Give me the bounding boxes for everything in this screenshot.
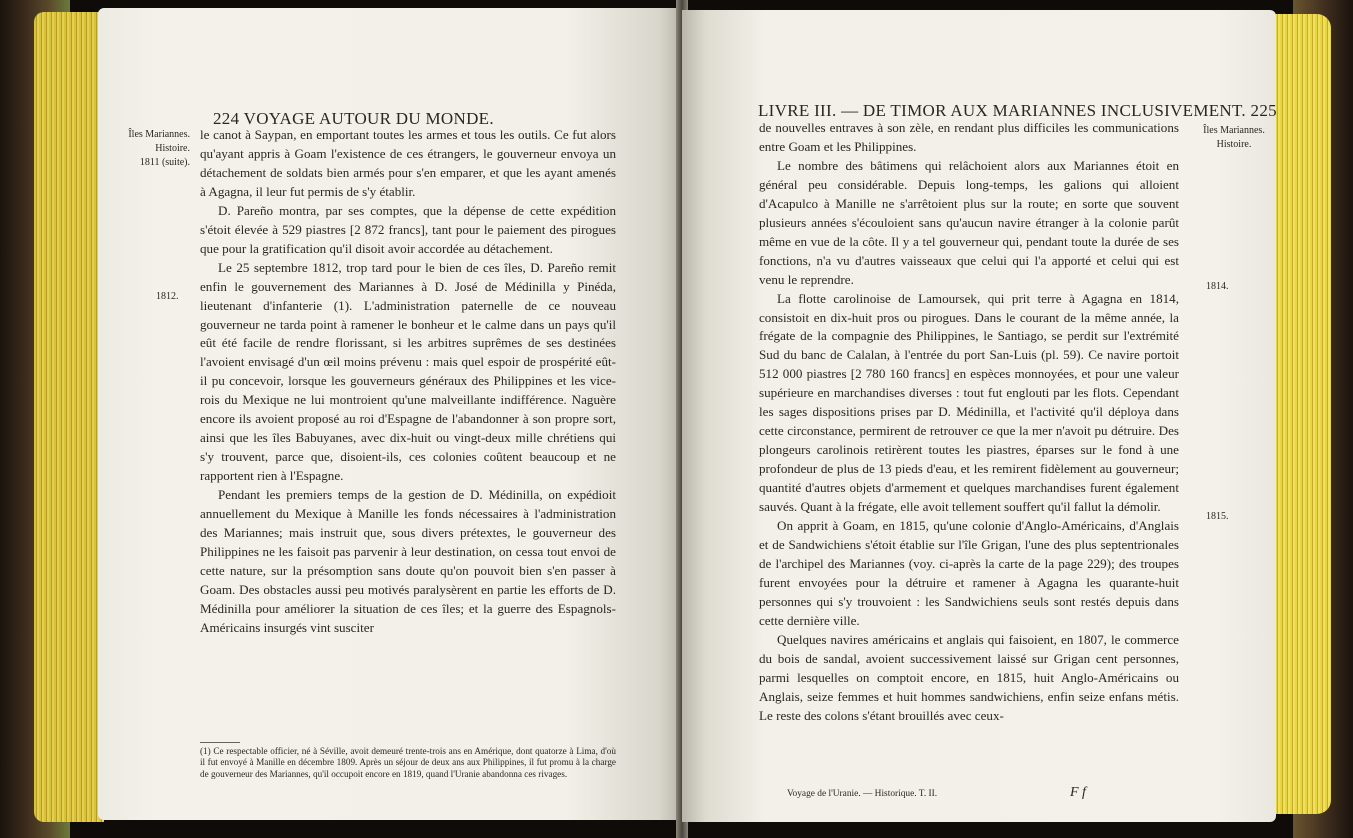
paragraph: Le nombre des bâtimens qui relâchoient alors aux Mariannes étoit en général peu considérable. Depuis long-temps, les galions qui alloient d'Acapulco à Manille ne s'arrêtoient plus sur la route; en sorte que souvent plusieurs années s'écouloient sans qu'aucun navire étranger à la colonie parût même en vue de la côte. Il y a tel gouverneur qui, pendant toute la durée de ses fonctions, n'a vu d'autres vaisseaux que celui qui l'a apporté et celui qui est venu le reprendre. [759,157,1179,287]
paragraph: La flotte carolinoise de Lamoursek, qui prit terre à Agagna en 1814, consistoit en dix-huit pros ou pirogues. Dans le courant de la même année, la frégate de la compagnie des Philippines, le Santiago, se perdit sur l'extrémité Sud du banc de Calalan, à l'entrée du port San-Luis (pl. 59). Ce navire portoit 512 000 piastres [2 780 160 francs] en espèces monnoyées, et pour une valeur supérieure en marchandises diverses : tout fut englouti par les flots. Cependant les sages dispositions prises par D. Médinilla, et l'activité qu'il déploya dans cette circonstance, permirent de retrouver ce que la mer n'avoit pu détruire. Des plongeurs carolinois retirèrent toutes les piastres, éparses sur le fond à une profondeur de plus de 13 pieds d'eau, et les remirent fidèlement au gouverneur; quantité d'autres objets d'armement et quelques marchandises furent également sauvés. Quant à la frégate, elle avoit tellement souffert qu'il fallut la démolir. [759,290,1179,515]
margin-note-line: Îles Mariannes. [1203,125,1265,136]
left-body-text [200,126,616,638]
right-body-text [759,119,1179,726]
margin-note-line: Histoire. [1216,139,1252,150]
paragraph: Quelques navires américains et anglais qui faisoient, en 1807, le commerce du bois de sandal, avoient successivement laissé sur Grigan cent personnes, parmi lesquelles on comptoit encore, en 1815, huit Anglo-Américains ou Anglais, seize femmes et huit hommes sandwichiens, enfin seize enfans métis. Le reste des colons s'étant brouillés avec ceux- [759,631,1179,723]
margin-note-top-right [1192,124,1276,152]
footnote: (1) Ce respectable officier, né à Séville, avoit demeuré trente-trois ans en Amérique, dont quatorze à Lima, d'où il fut envoyé à Manille en décembre 1809. Après un séjour de deux ans aux Philippines, il fut promu à la charge de gouverneur des Mariannes, qu'il occupoit encore en 1819, quand l'Uranie abandonna ces rivages. [200,746,616,779]
left-page [98,8,682,820]
signature-mark: F f [1070,785,1086,800]
running-head-left: 224 VOYAGE AUTOUR DU MONDE. [213,109,494,128]
paragraph: Pendant les premiers temps de la gestion de D. Médinilla, on expédioit annuellement du Mexique à Manille les fonds nécessaires à l'administration des Mariannes; mais instruit que, sous divers prétextes, le gouverneur des Philippines ne les faisoit pas parvenir à leur destination, on cessa tout envoi de cette nature, sur la présomption sans doute qu'on pouvoit bien s'en passer à Goam. Des obstacles aussi peu motivés paralysèrent en partie les efforts de D. Médinilla pour améliorer la situation de ces îles; et la guerre des Espagnols-Américains insurgés vint susciter [200,487,616,635]
paragraph: le canot à Saypan, en emportant toutes les armes et tous les outils. Ce fut alors qu'ayant appris à Goam l'existence de ces étrangers, le gouverneur envoya un détachement de soldats bien armés pour s'en emparer, et que les ayant amenés à Agagna, il leur fut permis de s'y établir. [200,127,616,199]
footnote-rule [200,742,240,743]
right-page [682,10,1276,822]
paragraph: Le 25 septembre 1812, trop tard pour le bien de ces îles, D. Pareño remit enfin le gouvernement des Mariannes à D. José de Médinilla y Pinéda, lieutenant d'infanterie (1). L'administration paternelle de ce nouveau gouverneur ne tarda point à ramener le bonheur et le calme dans un pays qu'il eût été facile de rendre florissant, si les arbitres suprêmes de ses destinées l'avoient envisagé d'un œil moins prévenu : mais quel espoir de prospérité eût-il pu concevoir, lorsque les gouverneurs généraux des Philippines et les vice-rois du Mexique ne lui montroient qu'une malveillante indifférence. Naguère encore ils avoient proposé au roi d'Espagne de l'abandonner à son propre sort, ainsi que les îles Babuyanes, avec dix-huit ou vingt-deux mille chrétiens qui s'y trouvent, parce que, disoient-ils, ces colonies coûtent beaucoup et ne rapportent rien à l'Espagne. [200,259,616,484]
margin-note-year-1815: 1815. [1206,511,1229,522]
running-head-right: LIVRE III. — DE TIMOR AUX MARIANNES INCLUSIVEMENT. 225 [758,101,1277,120]
paragraph: de nouvelles entraves à son zèle, en rendant plus difficiles les communications entre Goam et les Philippines. [759,120,1179,154]
margin-note-line: 1811 (suite). [139,157,190,168]
paragraph: D. Pareño montra, par ses comptes, que la dépense de cette expédition s'étoit élevée à 529 piastres [2 872 francs], tant pour le paiement des pirogues que pour la gratification qu'il disoit avoir accordée au détachement. [200,202,616,256]
page-edges-left [34,12,104,822]
margin-note-year-1814: 1814. [1206,281,1229,292]
margin-note-year-1812: 1812. [156,291,179,302]
page-edges-right [1275,14,1331,814]
margin-note-line: Histoire. [155,143,190,154]
paragraph: On apprit à Goam, en 1815, qu'une colonie d'Anglo-Américains, d'Anglais et de Sandwichiens s'étoit établie sur l'île Grigan, l'une des plus septentrionales de l'archipel des Mariannes (voy. ci-après la carte de la page 229); des troupes furent envoyées pour la détruire et ramener à Agagna les quarante-huit personnes qui s'y trouvoient : les Sandwichiens seuls sont restés depuis dans cette dernière ville. [759,518,1179,628]
margin-note-line: Îles Mariannes. [128,129,190,140]
margin-note-top-left [112,128,190,170]
page-footer: Voyage de l'Uranie. — Historique. T. II. [787,789,938,799]
